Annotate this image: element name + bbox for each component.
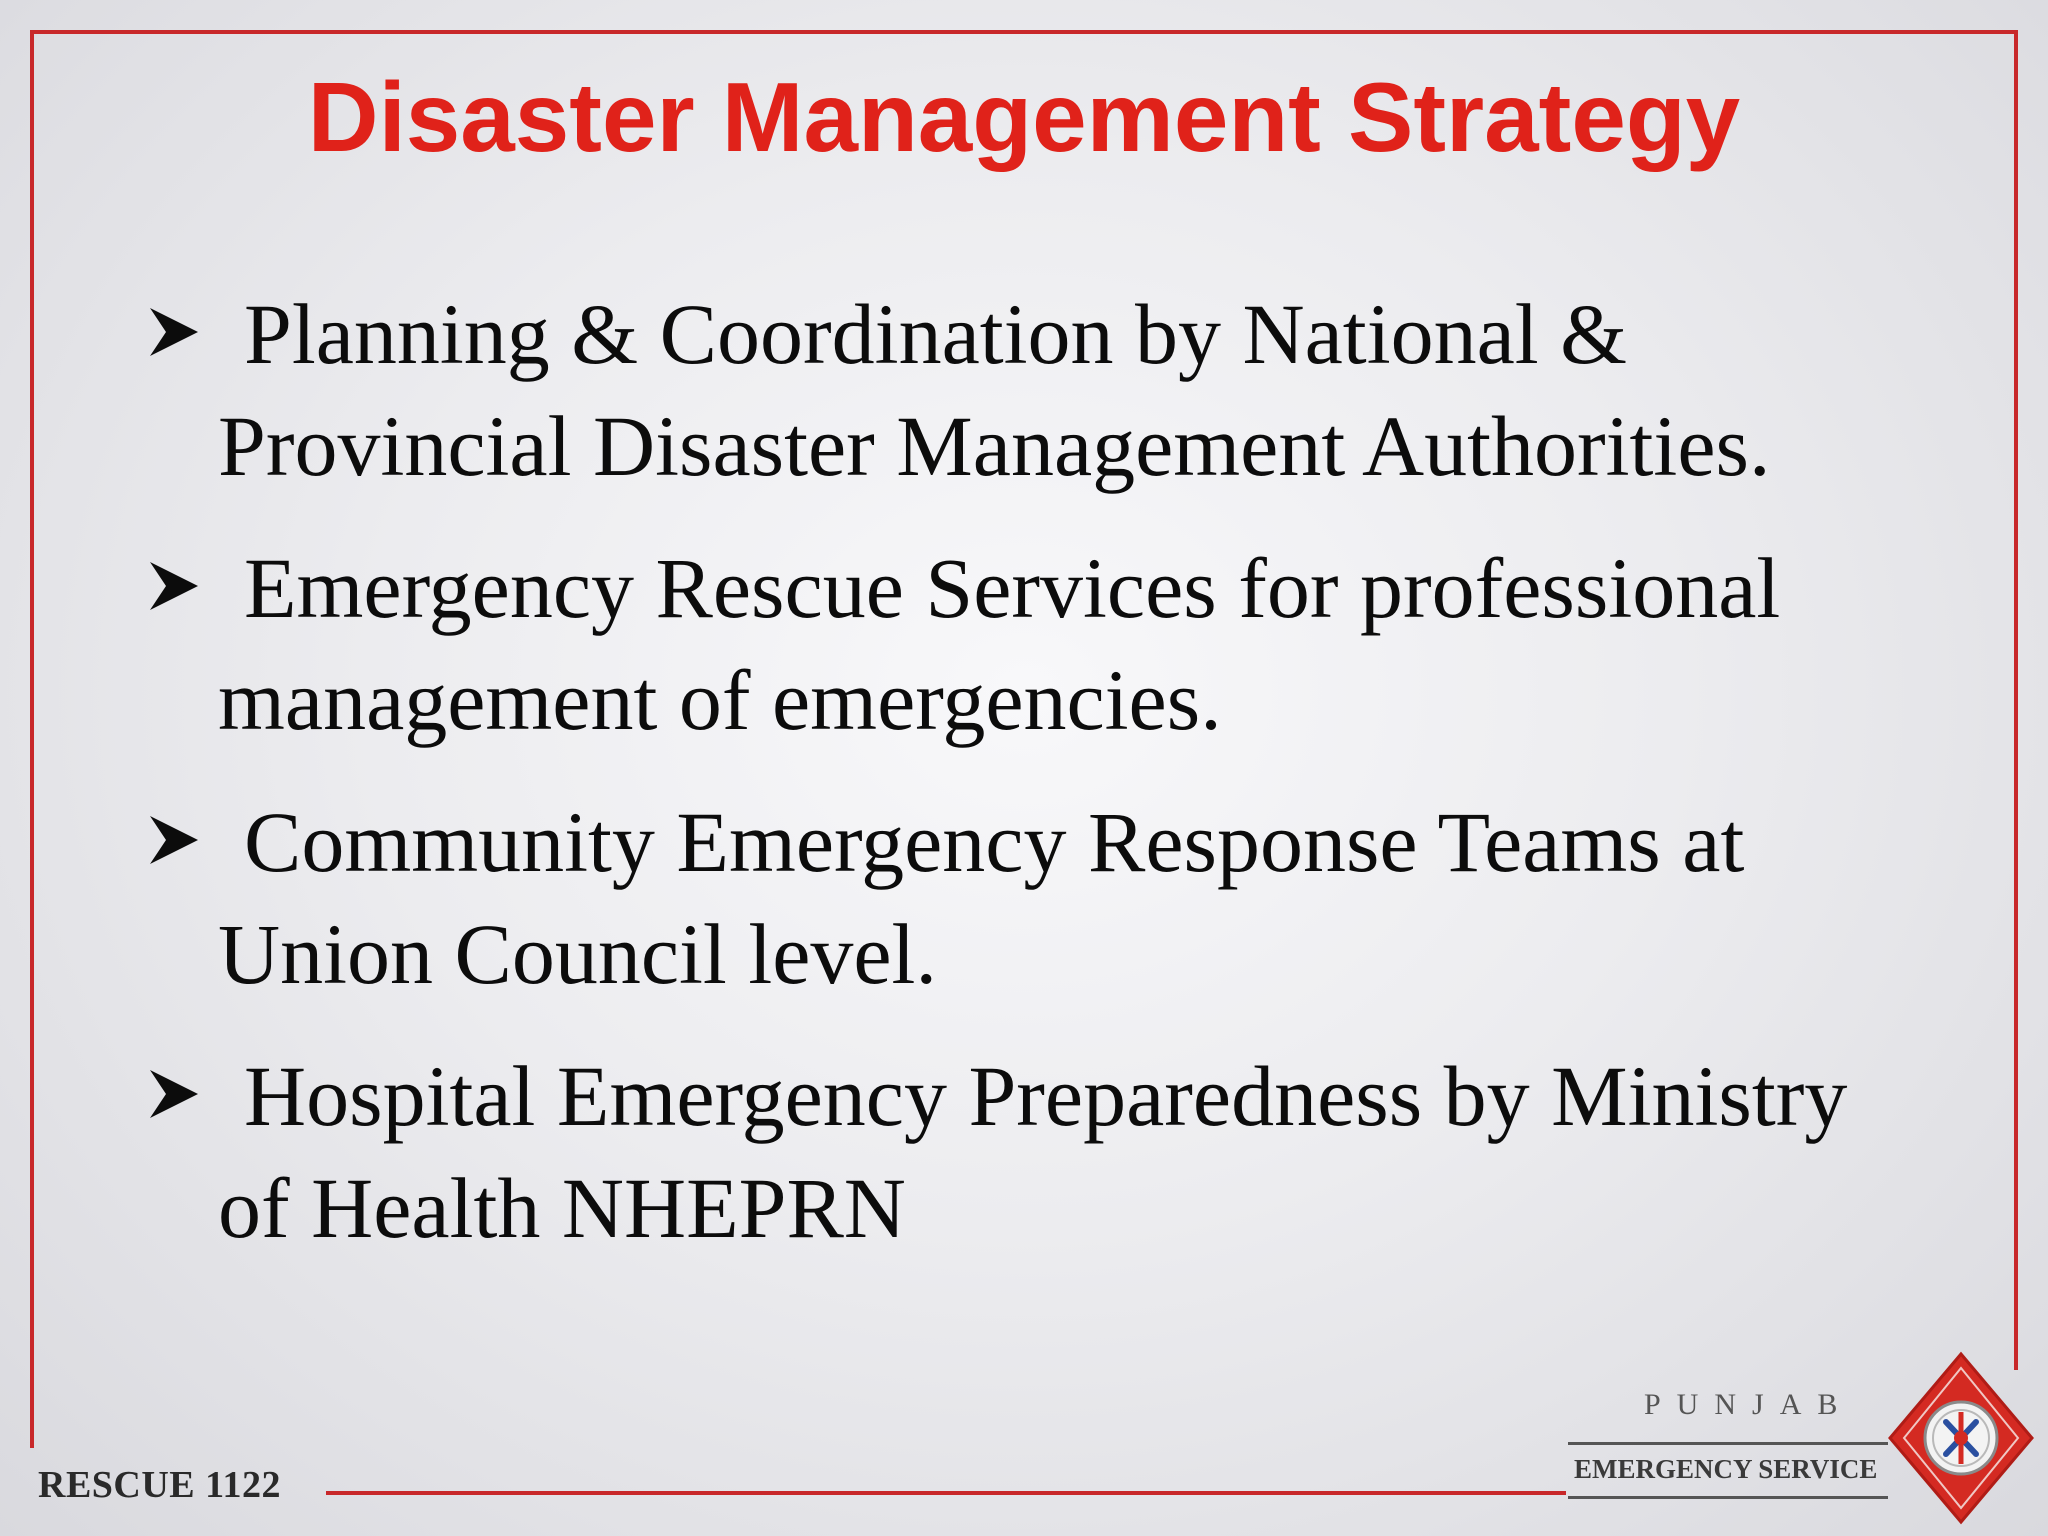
bullet-item: [140, 278, 2000, 502]
bullet-line-1: Planning & Coordination by National &: [244, 286, 1628, 382]
frame-top-line: [30, 30, 2018, 34]
logo-service-text: EMERGENCY SERVICE: [1574, 1454, 1878, 1484]
bullet-line-1: Community Emergency Response Teams at: [244, 794, 1745, 890]
bullet-text: [218, 532, 2000, 756]
frame-right-line: [2014, 30, 2018, 1370]
bullet-text: [218, 278, 2000, 502]
bullet-text: [218, 786, 2000, 1010]
frame-bottom-line: [326, 1491, 1566, 1495]
bullet-item: [140, 786, 2000, 1010]
bullet-line-1: Hospital Emergency Preparedness by Ministry: [244, 1048, 1848, 1144]
punjab-emergency-service-logo: [1568, 1350, 2038, 1530]
logo-divider-line: [1568, 1442, 1888, 1445]
logo-underline: [1568, 1496, 1888, 1499]
footer-rescue-label: RESCUE 1122: [38, 1464, 282, 1506]
frame-left-line: [30, 30, 34, 1448]
bullet-text: [218, 1040, 2000, 1264]
arrowhead-bullet-icon: [146, 304, 202, 360]
bullet-line-2: of Health NHEPRN: [218, 1160, 906, 1256]
bullet-item: [140, 1040, 2000, 1264]
arrowhead-bullet-icon: [146, 1066, 202, 1122]
bullet-line-2: Union Council level.: [218, 906, 937, 1002]
bullet-list: [140, 278, 2000, 1294]
arrowhead-bullet-icon: [146, 812, 202, 868]
logo-punjab-text: PUNJAB: [1644, 1388, 1854, 1421]
slide-title: Disaster Management Strategy: [307, 62, 1741, 172]
bullet-line-2: Provincial Disaster Management Authorities.: [218, 398, 1771, 494]
arrowhead-bullet-icon: [146, 558, 202, 614]
bullet-line-2: management of emergencies.: [218, 652, 1222, 748]
bullet-line-1: Emergency Rescue Services for professional: [244, 540, 1781, 636]
bullet-item: [140, 532, 2000, 756]
rescue-emblem-icon: [1886, 1350, 2036, 1526]
